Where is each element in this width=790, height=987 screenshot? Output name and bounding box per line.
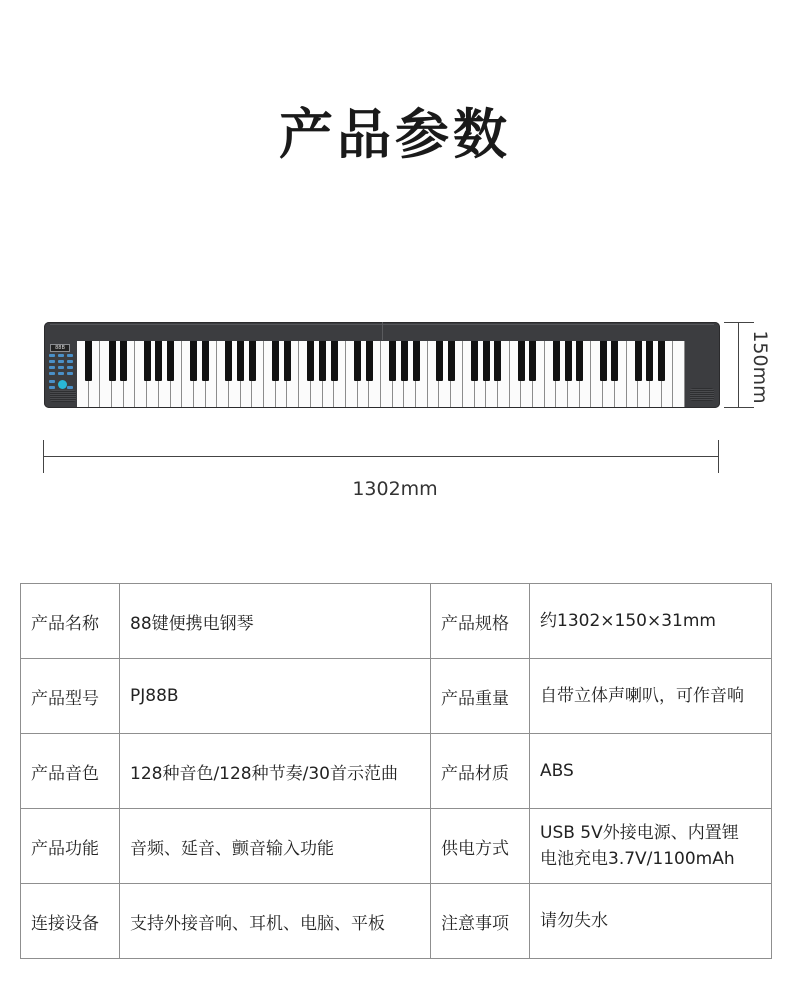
panel-button — [67, 354, 73, 357]
black-key — [635, 341, 642, 381]
spec-value: 128种音色/128种节奏/30首示范曲 — [120, 734, 431, 809]
panel-button — [67, 360, 73, 363]
black-key — [600, 341, 607, 381]
length-dimension-line — [43, 456, 719, 457]
black-key — [658, 341, 665, 381]
table-row — [21, 734, 772, 809]
panel-button — [58, 366, 64, 369]
page-title: 产品参数 — [279, 103, 511, 166]
volume-knob-icon — [58, 380, 67, 389]
black-key — [155, 341, 162, 381]
fold-seam — [382, 322, 383, 340]
spec-value — [530, 809, 772, 884]
spec-table — [20, 583, 772, 959]
panel-button — [49, 386, 55, 389]
spec-key: 连接设备 — [21, 884, 120, 959]
table-row — [21, 584, 772, 659]
black-key — [225, 341, 232, 381]
black-key — [331, 341, 338, 381]
panel-button — [49, 360, 55, 363]
spec-value: 支持外接音响、耳机、电脑、平板 — [120, 884, 431, 959]
spec-value: ABS — [530, 734, 772, 809]
spec-value-line: 电池充电3.7V/1100mAh — [540, 849, 735, 869]
black-key — [190, 341, 197, 381]
black-key — [249, 341, 256, 381]
height-dimension-label: 150mm — [749, 330, 771, 404]
spec-value: 自带立体声喇叭，可作音响 — [530, 659, 772, 734]
black-key — [448, 341, 455, 381]
panel-button — [49, 366, 55, 369]
table-row — [21, 884, 772, 959]
spec-value: PJ88B — [120, 659, 431, 734]
panel-button — [58, 360, 64, 363]
spec-key: 产品名称 — [21, 584, 120, 659]
spec-key: 产品功能 — [21, 809, 120, 884]
speaker-grille-right — [690, 388, 714, 401]
length-dimension-label: 1302mm — [352, 478, 438, 500]
black-key — [237, 341, 244, 381]
black-key — [401, 341, 408, 381]
table-row — [21, 809, 772, 884]
black-key — [494, 341, 501, 381]
spec-key: 注意事项 — [431, 884, 530, 959]
spec-key: 产品重量 — [431, 659, 530, 734]
spec-key: 产品音色 — [21, 734, 120, 809]
panel-button — [58, 354, 64, 357]
panel-button — [58, 372, 64, 375]
black-key — [319, 341, 326, 381]
panel-button — [67, 366, 73, 369]
black-key — [284, 341, 291, 381]
black-key — [518, 341, 525, 381]
black-key — [389, 341, 396, 381]
panel-display: 88B — [50, 344, 70, 352]
spec-key: 产品规格 — [431, 584, 530, 659]
black-key — [144, 341, 151, 381]
black-key — [120, 341, 127, 381]
black-key — [529, 341, 536, 381]
piano-keys — [77, 341, 685, 407]
black-key — [471, 341, 478, 381]
black-key — [354, 341, 361, 381]
spec-value: 音频、延音、颤音输入功能 — [120, 809, 431, 884]
spec-value: 88键便携电钢琴 — [120, 584, 431, 659]
black-key — [611, 341, 618, 381]
spec-key: 产品材质 — [431, 734, 530, 809]
panel-button — [49, 372, 55, 375]
panel-button — [49, 354, 55, 357]
black-key — [553, 341, 560, 381]
black-key — [307, 341, 314, 381]
panel-button — [67, 372, 73, 375]
spec-value: 约1302×150×31mm — [530, 584, 772, 659]
spec-value: 请勿失水 — [530, 884, 772, 959]
black-key — [85, 341, 92, 381]
spec-value-line: USB 5V外接电源、内置锂 — [540, 823, 739, 843]
keyboard-illustration — [44, 322, 720, 408]
height-dimension-line — [738, 322, 739, 408]
speaker-grille-left — [50, 390, 76, 402]
black-key — [272, 341, 279, 381]
white-key — [673, 341, 685, 407]
black-key — [167, 341, 174, 381]
black-key — [413, 341, 420, 381]
panel-button — [49, 380, 55, 383]
spec-key: 产品型号 — [21, 659, 120, 734]
black-key — [202, 341, 209, 381]
black-key — [366, 341, 373, 381]
table-row — [21, 659, 772, 734]
black-key — [576, 341, 583, 381]
spec-key: 供电方式 — [431, 809, 530, 884]
black-key — [646, 341, 653, 381]
black-key — [483, 341, 490, 381]
black-key — [109, 341, 116, 381]
panel-button — [67, 386, 73, 389]
black-key — [565, 341, 572, 381]
black-key — [436, 341, 443, 381]
